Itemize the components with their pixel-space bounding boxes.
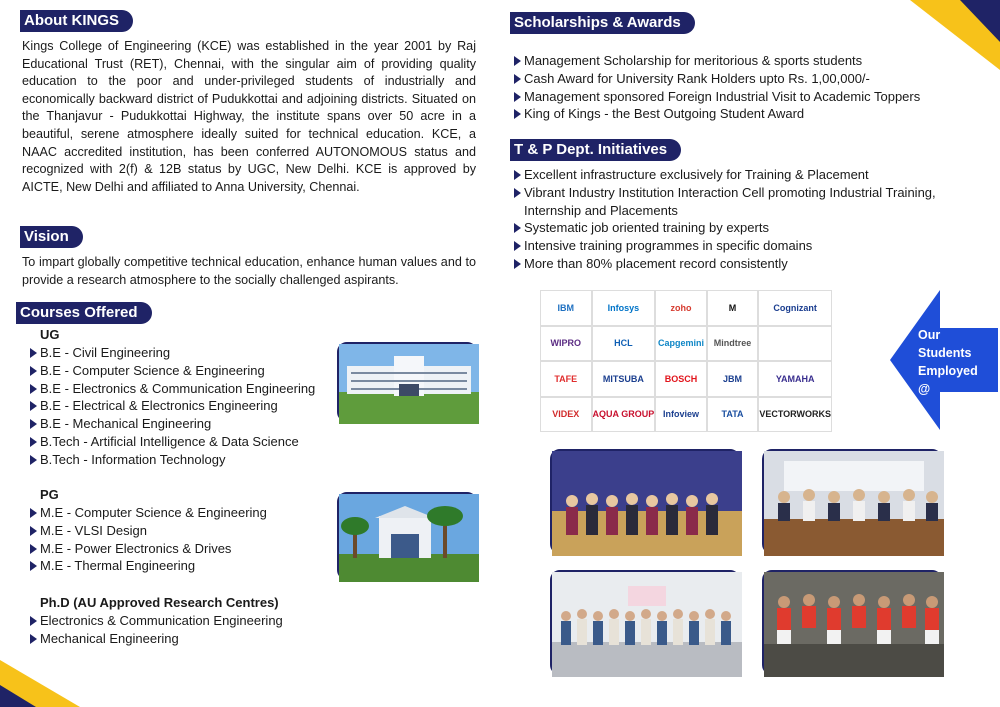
courses-heading: Courses Offered [16,302,152,324]
pg-course-list [28,504,328,575]
campus-photo-block [337,492,477,580]
ug-course-item: B.E - Electronics & Communication Engineering [28,380,348,398]
scholarships-heading: Scholarships & Awards [510,12,695,34]
vision-heading: Vision [20,226,83,248]
recruiter-logo: AQUA GROUP [593,398,655,432]
recruiter-logo: Infosys [593,291,655,325]
recruiter-logo [759,327,831,361]
recruiter-logo: TAFE [541,362,591,396]
tp-initiative-item: More than 80% placement record consistently [512,255,972,273]
scholarship-item: Cash Award for University Rank Holders upto Rs. 1,00,000/- [512,70,972,88]
campus-photo-main [337,342,477,422]
ug-course-item: B.E - Mechanical Engineering [28,415,348,433]
ug-course-item: B.Tech - Information Technology [28,451,348,469]
tp-initiatives-list [512,166,972,273]
ug-label: UG [40,327,60,342]
recruiter-logo: VIDEX [541,398,591,432]
tp-initiative-item: Excellent infrastructure exclusively for Training & Placement [512,166,972,184]
recruiter-logo: WIPRO [541,327,591,361]
ug-course-list [28,344,348,469]
scholarship-item: Management sponsored Foreign Industrial Visit to Academic Toppers [512,88,972,106]
recruiter-logo: Capgemini [656,327,706,361]
pg-label: PG [40,487,59,502]
event-photo-2 [762,449,942,554]
ug-course-item: B.Tech - Artificial Intelligence & Data Science [28,433,348,451]
recruiter-logo: IBM [541,291,591,325]
recruiter-logo: M [708,291,758,325]
tp-heading: T & P Dept. Initiatives [510,139,681,161]
event-photo-4 [762,570,942,675]
event-photo-3 [550,570,740,675]
ug-course-item: B.E - Computer Science & Engineering [28,362,348,380]
recruiter-logo: MITSUBA [593,362,655,396]
phd-course-list [28,612,328,648]
scholarship-item: Management Scholarship for meritorious & sports students [512,52,972,70]
ug-course-item: B.E - Electrical & Electronics Engineering [28,397,348,415]
recruiter-logo: zoho [656,291,706,325]
recruiter-logo: TATA [708,398,758,432]
vision-text: To impart globally competitive technical education, enhance human values and to provide a research atmosphere to the socially challenged aspirants. [22,255,476,287]
recruiter-logo: YAMAHA [759,362,831,396]
pg-course-item: M.E - VLSI Design [28,522,328,540]
recruiter-logo: Infoview [656,398,706,432]
pg-course-item: M.E - Thermal Engineering [28,557,328,575]
recruiter-logo: Cognizant [759,291,831,325]
recruiter-logo: Mindtree [708,327,758,361]
tp-initiative-item: Vibrant Industry Institution Interaction Cell promoting Industrial Training, Internship and Placements [512,184,972,220]
scholarship-list [512,52,972,123]
recruiter-logo: BOSCH [656,362,706,396]
recruiter-logos-grid [540,290,832,432]
about-text: Kings College of Engineering (KCE) was established in the year 2001 by Raj Educational Trust (RET), Chennai, with the singular aim of providing quality education to the poor and under-privileged students of industrially and economically backward district of Pudukkottai and adjoining districts. Situated on the Thanjavur - Pudukkottai Highway, the institute spans over 50 acre in a beautiful, serene atmosphere ideally suited for technical education. KCE, a NAAC accredited institution, has been conferred AUTONOMOUS status and recognized with 2(f) & 12B status by UGC, New Delhi. KCE is approved by AICTE, New Delhi and affiliated to Anna University, Chennai. [22,39,476,194]
phd-course-item: Electronics & Communication Engineering [28,612,328,630]
event-photo-1 [550,449,740,554]
pg-course-item: M.E - Power Electronics & Drives [28,540,328,558]
about-heading: About KINGS [20,10,133,32]
ug-course-item: B.E - Civil Engineering [28,344,348,362]
recruiter-logo: VECTORWORKS [759,398,831,432]
tp-initiative-item: Systematic job oriented training by experts [512,219,972,237]
tp-initiative-item: Intensive training programmes in specific domains [512,237,972,255]
recruiter-logo: JBM [708,362,758,396]
scholarship-item: King of Kings - the Best Outgoing Student Award [512,105,972,123]
phd-course-item: Mechanical Engineering [28,630,328,648]
corner-decoration-bottom-left [0,640,90,707]
recruiter-logo: HCL [593,327,655,361]
pg-course-item: M.E - Computer Science & Engineering [28,504,328,522]
students-employed-text: Our Students Employed @ [918,328,978,396]
phd-label: Ph.D (AU Approved Research Centres) [40,595,279,610]
